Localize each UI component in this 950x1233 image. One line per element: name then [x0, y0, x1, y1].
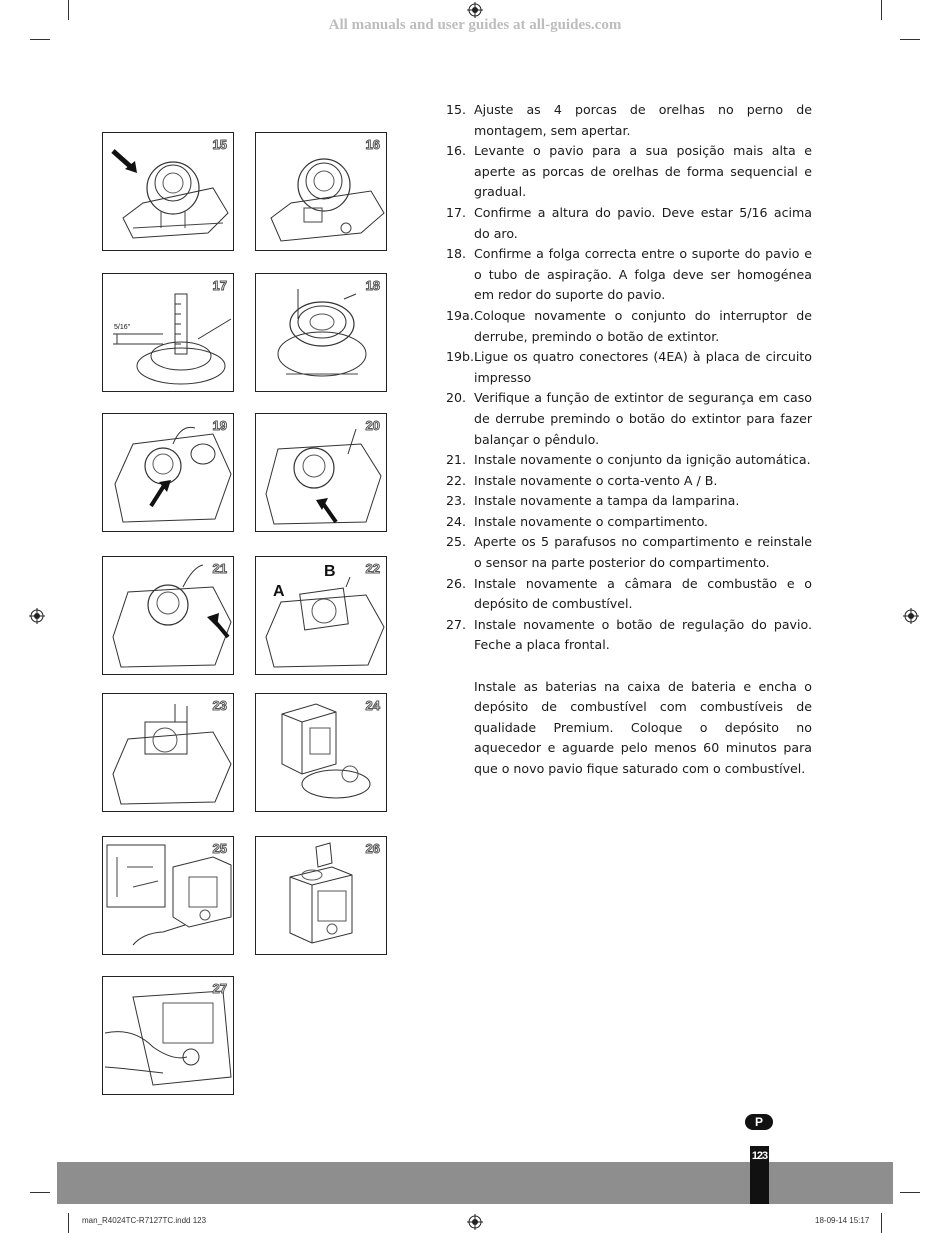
figure-23: [102, 693, 234, 812]
step-text: Confirme a altura do pavio. Deve estar 5/16 acima do aro.: [474, 204, 812, 241]
measurement-label: 5/16": [114, 324, 131, 331]
figure-number: 25: [212, 841, 227, 856]
step-number: 18.: [446, 246, 467, 262]
registration-mark-icon: [903, 608, 919, 624]
step-text: Instale novamente o corta-vento A / B.: [474, 472, 718, 488]
step-number: 15.: [446, 102, 467, 117]
step-item: [446, 450, 812, 471]
figure-number: 19: [212, 418, 227, 433]
crop-mark: [900, 1192, 920, 1193]
step-number: 16.: [446, 143, 467, 159]
step-number: 19b.: [446, 349, 475, 365]
step-number: 23.: [446, 493, 467, 509]
step-text: Verifique a função de extintor de segurança em caso de derrube premindo o botão do extintor para fazer balançar o pêndulo.: [474, 390, 812, 447]
crop-mark: [30, 39, 50, 40]
step-item: [446, 574, 812, 615]
step-number: 19a.: [446, 307, 474, 323]
step-text: Levante o pavio para a sua posição mais alta e aperte as porcas de orelhas de forma sequencial e gradual.: [474, 143, 812, 200]
step-number: 25.: [446, 534, 467, 550]
figure-15: [102, 132, 234, 251]
step-item: [446, 532, 812, 573]
figure-number: 15: [212, 137, 227, 152]
figure-number: 17: [212, 278, 227, 293]
step-number: 26.: [446, 575, 467, 591]
step-item: [446, 471, 812, 492]
crop-mark: [68, 1213, 69, 1233]
step-text: Instale novamente o botão de regulação do pavio. Feche a placa frontal.: [474, 616, 812, 653]
step-text: Instale novamente a tampa da lamparina.: [474, 493, 740, 509]
step-number: 22.: [446, 472, 467, 488]
figure-25: [102, 836, 234, 955]
step-text: Confirme a folga correcta entre o suporte do pavio e o tubo de aspiração. A folga deve ser homogénea em redor do suporte do pavio.: [474, 246, 812, 303]
step-text: Coloque novamente o conjunto do interruptor de derrube, premindo o botão de extintor.: [474, 307, 812, 344]
crop-mark: [881, 0, 882, 20]
instruction-steps: [446, 100, 812, 780]
step-text: Ligue os quatro conectores (4EA) à placa de circuito impresso: [474, 349, 812, 385]
figure-number: 21: [212, 561, 227, 576]
step-item: [446, 203, 812, 244]
crop-mark: [900, 39, 920, 40]
step-text: Instale novamente o conjunto da ignição automática.: [474, 452, 811, 468]
crop-mark: [881, 1213, 882, 1233]
crop-mark: [30, 1192, 50, 1193]
crop-mark: [68, 0, 69, 20]
file-slug: man_R4024TC-R7127TC.indd 123: [82, 1216, 207, 1225]
figure-number: 27: [212, 981, 227, 996]
step-item: [446, 388, 812, 450]
shield-label-b: B: [324, 563, 336, 580]
step-number: 27.: [446, 616, 467, 632]
print-timestamp: 18-09-14 15:17: [815, 1216, 870, 1225]
step-number: 17.: [446, 204, 467, 220]
figure-number: 26: [365, 841, 380, 856]
figure-number: 20: [365, 418, 380, 433]
figure-27: [102, 976, 234, 1095]
step-number: 24.: [446, 513, 467, 529]
step-text: Ajuste as 4 porcas de orelhas no perno de montagem, sem apertar.: [474, 102, 812, 138]
step-item: [446, 615, 812, 656]
figure-24: [255, 693, 387, 812]
figure-16: [255, 132, 387, 251]
step-item: [446, 491, 812, 512]
watermark-text: All manuals and user guides at all-guides.com: [328, 17, 622, 33]
figure-number: 18: [365, 278, 380, 293]
step-item: [446, 347, 812, 388]
registration-mark-icon: [467, 1214, 483, 1230]
battery-fuel-note: Instale as baterias na caixa de bateria e encha o depósito de combustível com combustíveis de qualidade Premium. Coloque o depósito no aquecedor e aguarde pelo menos 60 minutos para que o novo pavio fique saturado com o combustível.: [474, 678, 812, 776]
language-badge: P: [745, 1114, 773, 1130]
figure-number: 22: [365, 561, 380, 576]
figure-19: [102, 413, 234, 532]
figure-18: [255, 273, 387, 392]
figure-number: 23: [212, 698, 227, 713]
registration-mark-icon: [467, 2, 483, 18]
page-number: 123: [751, 1150, 768, 1162]
step-item: [446, 141, 812, 203]
figure-22: [255, 556, 387, 675]
figure-number: 16: [365, 137, 380, 152]
step-item: [446, 100, 812, 141]
registration-mark-icon: [29, 608, 45, 624]
step-item: [446, 306, 812, 347]
shield-label-a: A: [273, 583, 285, 600]
step-text: Instale novamente o compartimento.: [474, 513, 709, 529]
figure-number: 24: [365, 698, 380, 713]
figure-20: [255, 413, 387, 532]
step-text: Aperte os 5 parafusos no compartimento e reinstale o sensor na parte posterior do compartimento.: [474, 534, 812, 571]
step-item: [446, 244, 812, 306]
figure-17: [102, 273, 234, 392]
step-number: 20.: [446, 390, 467, 406]
step-number: 21.: [446, 452, 467, 468]
step-text: Instale novamente a câmara de combustão e o depósito de combustível.: [474, 575, 812, 612]
step-item: [446, 512, 812, 533]
figure-21: [102, 556, 234, 675]
figure-26: [255, 836, 387, 955]
